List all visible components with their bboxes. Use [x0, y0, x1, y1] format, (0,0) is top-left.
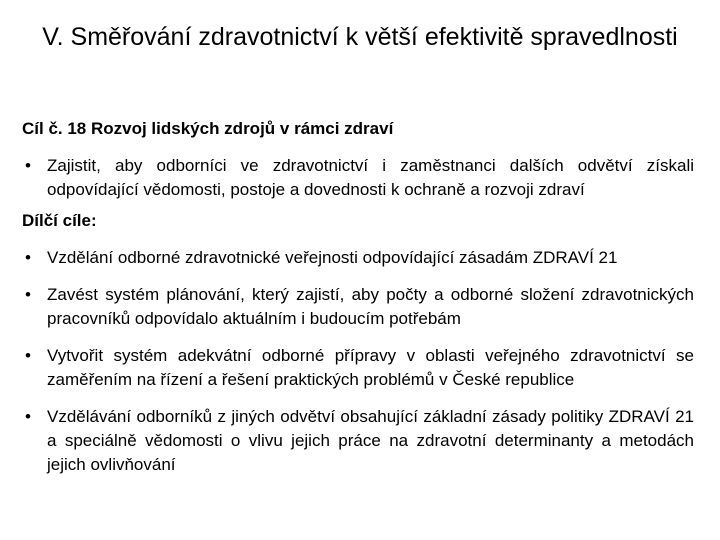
- bullet-icon: •: [25, 156, 31, 175]
- slide-content: [22, 118, 694, 477]
- bullet-icon: •: [25, 248, 31, 267]
- subgoal-item: [22, 405, 694, 477]
- goal-list: [22, 154, 694, 202]
- subgoal-item: [22, 344, 694, 392]
- goal-heading: Cíl č. 18 Rozvoj lidských zdrojů v rámci zdraví: [22, 119, 394, 138]
- goal-item: [22, 154, 694, 202]
- subgoal-item-text: Vzdělání odborné zdravotnické veřejnosti odpovídající zásadám ZDRAVÍ 21: [47, 248, 618, 267]
- subgoal-item-text: Vytvořit systém adekvátní odborné přípravy v oblasti veřejného zdravotnictví se zaměřením na řízení a řešení praktických problémů v České republice: [47, 346, 694, 389]
- bullet-icon: •: [25, 346, 31, 365]
- subgoals-heading: Dílčí cíle:: [22, 211, 97, 230]
- subgoal-item-text: Zavést systém plánování, který zajistí, aby počty a odborné složení zdravotnických pracovníků odpovídalo aktuálním i budoucím potřebám: [47, 285, 694, 328]
- goal-item-text: Zajistit, aby odborníci ve zdravotnictví i zaměstnanci dalších odvětví získali odpovídající vědomosti, postoje a dovednosti k ochraně a rozvoji zdraví: [47, 156, 694, 199]
- bullet-icon: •: [25, 407, 31, 426]
- bullet-icon: •: [25, 285, 31, 304]
- subgoal-item: [22, 283, 694, 331]
- slide-title: V. Směřování zdravotnictví k větší efektivitě spravedlnosti: [42, 23, 678, 51]
- subgoal-item-text: Vzdělávání odborníků z jiných odvětví obsahující základní zásady politiky ZDRAVÍ 21 a speciálně vědomosti o vlivu jejich práce na zdravotní determinanty a metodách jejich ovlivňování: [47, 407, 694, 474]
- subgoal-item: [22, 246, 694, 270]
- subgoals-list: [22, 246, 694, 477]
